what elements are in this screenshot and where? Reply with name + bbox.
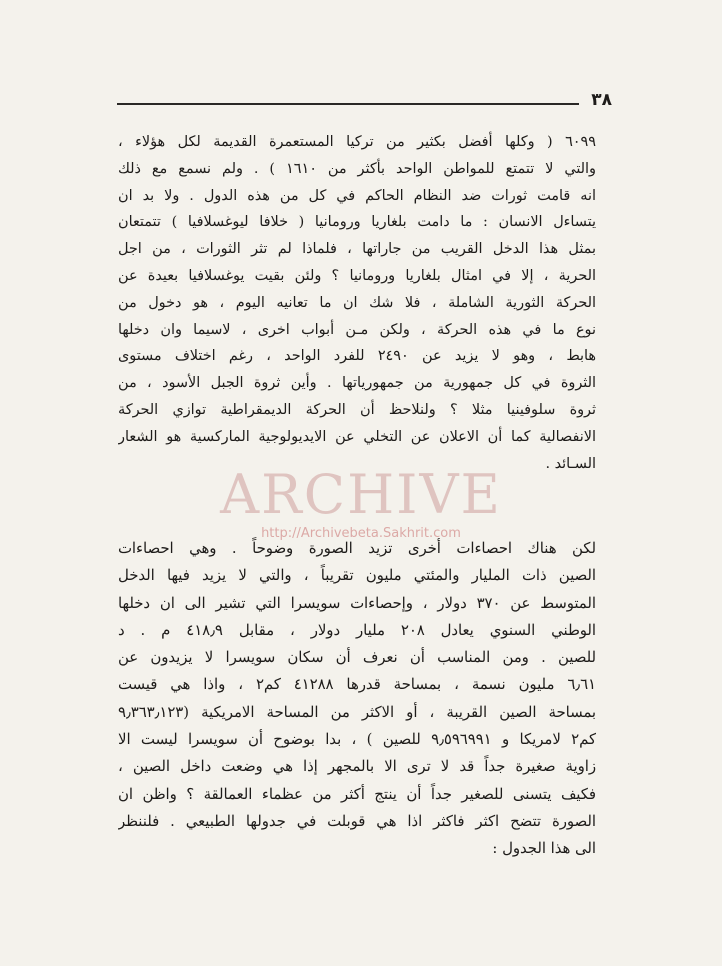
text-line: يتساءل الانسان : ما دامت بلغاريا ورومانيا ( خلافا ليوغسلافيا ) تتمتعان xyxy=(118,214,596,231)
text-line: السـائد . xyxy=(545,455,596,472)
text-line: المتوسط عن ٣٧٠ دولار ، وإحصاءات سويسرا التي تشير الى ان دخلها xyxy=(118,594,596,612)
text-line: بمثل هذا الدخل القريب من جاراتها ، فلماذا لم تثر الثورات ، من اجل xyxy=(118,241,596,258)
text-line: الوطني السنوي يعادل ٢٠٨ مليار دولار ، مقابل ٤١٨٫٩ م . د xyxy=(118,621,596,639)
text-line: ٦٠٩٩ ( وكلها أفضل بكثير من تركيا المستعمرة القديمة لكل هؤلاء ، xyxy=(118,134,596,150)
text-line: بمساحة الصين القريبة ، أو الاكثر من المساحة الامريكية (٩٫٣٦٣٫١٢٣ xyxy=(118,703,596,721)
text-line: لكن هناك احصاءات أخرى تزيد الصورة وضوحاً . وهي احصاءات xyxy=(118,540,596,557)
text-line: الصورة تتضح اكثر فاكثر اذا هي قوبلت في جدولها الطبيعي . فلننظر xyxy=(118,812,596,830)
text-line: ٦٫٦١ مليون نسمة ، بمساحة قدرها ٤١٢٨٨ كم٢ ، واذا هي قيست xyxy=(118,676,596,694)
text-line: كم٢ لامريكا و ٩٫٥٩٦٩٩١ للصين ) ، بدا بوضوح أن سويسرا ليست الا xyxy=(118,731,596,749)
text-line: زاوية صغيرة جداً قد لا ترى الا بالمجهر إذا هي وضعت داخل الصين ، xyxy=(118,758,596,776)
text-line: للصين . ومن المناسب أن نعرف أن سكان سويسرا لا يزيدون عن xyxy=(118,649,596,667)
text-line: ثروة سلوفينيا مثلا ؟ ولنلاحظ أن الحركة الديمقراطية توازي الحركة xyxy=(118,401,596,418)
text-line: الحرية ، إلا في امثال بلغاريا ورومانيا ؟ ولئن بقيت يوغسلافيا بعيدة عن xyxy=(118,267,596,284)
header-rule xyxy=(117,103,579,105)
watermark-title: ARCHIVE xyxy=(220,463,502,526)
page-number: ٣٨ xyxy=(591,90,612,110)
paragraph-2 xyxy=(118,535,596,863)
text-line: الحركة الثورية الشاملة ، فلا شك ان ما تعانيه اليوم ، هو دخول من xyxy=(118,294,596,311)
text-line: الى هذا الجدول : xyxy=(492,840,596,858)
watermark-url: http://Archivebeta.Sakhrit.com xyxy=(261,526,461,541)
text-line: فكيف يتسنى للصغير جداً أن ينتج أكثر من عظماء العمالقة ؟ واظن ان xyxy=(118,785,596,803)
text-line: نوع ما في هذه الحركة ، ولكن مـن أبواب اخرى ، لاسيما وان دخلها xyxy=(118,321,596,338)
text-line: الصين ذات المليار والمئتي مليون تقريباً ، والتي لا يزيد فيها الدخل xyxy=(118,567,596,585)
text-line: والتي لا تتمتع للمواطن الواحد بأكثر من ١٦١٠ ) . ولم نسمع مع ذلك xyxy=(118,160,596,177)
text-line: الثروة في كل جمهورية من جمهورياتها . وأين ثروة الجبل الأسود ، من xyxy=(118,375,596,392)
text-line: انه قامت ثورات ضد النظام الحاكم في كل من هذه الدول . ولا بد ان xyxy=(118,187,596,204)
text-line: هابط ، وهو لا يزيد عن ٢٤٩٠ للفرد الواحد ، رغم اختلاف مستوى xyxy=(118,348,596,365)
paragraph-1 xyxy=(118,129,596,477)
text-line: الانفصالية كما أن الاعلان عن التخلي عن الايديولوجية الماركسية هو الشعار xyxy=(118,428,596,445)
